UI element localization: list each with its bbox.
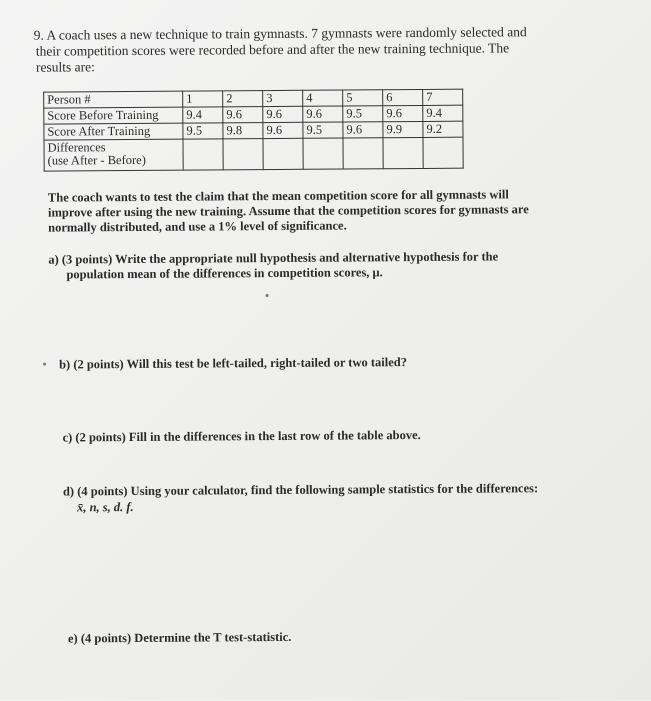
problem-intro-line-1: 9. A coach uses a new technique to train gymnasts. 7 gymnasts were randomly selected and	[33, 24, 527, 43]
scores-table	[43, 89, 464, 172]
person-cell: 1	[183, 91, 223, 107]
problem-intro-line-3: results are:	[35, 59, 95, 75]
after-score-cell: 9.5	[183, 123, 223, 139]
difference-cell[interactable]	[423, 137, 463, 168]
question-d-statistics: x̄, n, s, d. f.	[77, 499, 134, 515]
pen-mark	[266, 294, 269, 297]
person-cell: 4	[303, 90, 343, 106]
after-score-cell: 9.6	[263, 122, 303, 138]
before-score-cell: 9.6	[223, 107, 263, 123]
header-label-cell: Person #	[44, 91, 183, 108]
question-a-line-2: population mean of the differences in competition scores, μ.	[66, 265, 383, 282]
person-cell: 2	[223, 91, 263, 107]
person-cell: 7	[423, 89, 463, 105]
differences-label: Differences	[47, 140, 106, 155]
before-score-cell: 9.6	[303, 106, 343, 122]
before-score-cell: 9.4	[423, 105, 463, 121]
difference-cell[interactable]	[343, 138, 383, 169]
question-d-line-1: d) (4 points) Using your calculator, find the following sample statistics for the differences:	[62, 481, 539, 499]
after-score-cell: 9.9	[383, 121, 423, 137]
after-score-cell: 9.6	[343, 122, 383, 138]
after-score-cell: 9.2	[423, 121, 463, 137]
question-e: e) (4 points) Determine the T test-statistic.	[67, 629, 292, 646]
before-score-cell: 9.5	[343, 106, 383, 122]
before-score-cell: 9.6	[383, 105, 423, 121]
after-label-cell: Score After Training	[44, 123, 183, 140]
person-cell: 5	[343, 90, 383, 106]
after-score-cell: 9.8	[223, 123, 263, 139]
question-c: c) (2 points) Fill in the differences in the last row of the table above.	[62, 427, 421, 445]
question-a-line-1: a) (3 points) Write the appropriate null hypothesis and alternative hypothesis for the	[48, 249, 499, 267]
differences-label-cell	[44, 139, 183, 171]
claim-line-2: improve after using the new training. Assume that the competition scores for gymnasts are	[47, 202, 529, 220]
difference-cell[interactable]	[223, 139, 263, 170]
problem-intro-line-2: their competition scores were recorded before and after the new training technique. The	[35, 40, 510, 59]
difference-cell[interactable]	[383, 137, 423, 168]
question-b: b) (2 points) Will this test be left-tailed, right-tailed or two tailed?	[59, 355, 408, 372]
after-score-cell: 9.5	[303, 122, 343, 138]
difference-cell[interactable]	[303, 138, 343, 169]
difference-cell[interactable]	[263, 138, 303, 169]
before-score-cell: 9.6	[263, 106, 303, 122]
person-cell: 3	[263, 90, 303, 106]
table-row	[44, 137, 463, 171]
differences-hint: (use After - Before)	[47, 152, 146, 168]
pen-mark	[43, 363, 46, 366]
before-score-cell: 9.4	[183, 107, 223, 123]
before-label-cell: Score Before Training	[44, 107, 183, 124]
claim-line-3: normally distributed, and use a 1% level of significance.	[48, 218, 347, 235]
claim-line-1: The coach wants to test the claim that the mean competition score for all gymnasts will	[47, 187, 509, 205]
person-cell: 6	[383, 89, 423, 105]
difference-cell[interactable]	[183, 139, 223, 170]
